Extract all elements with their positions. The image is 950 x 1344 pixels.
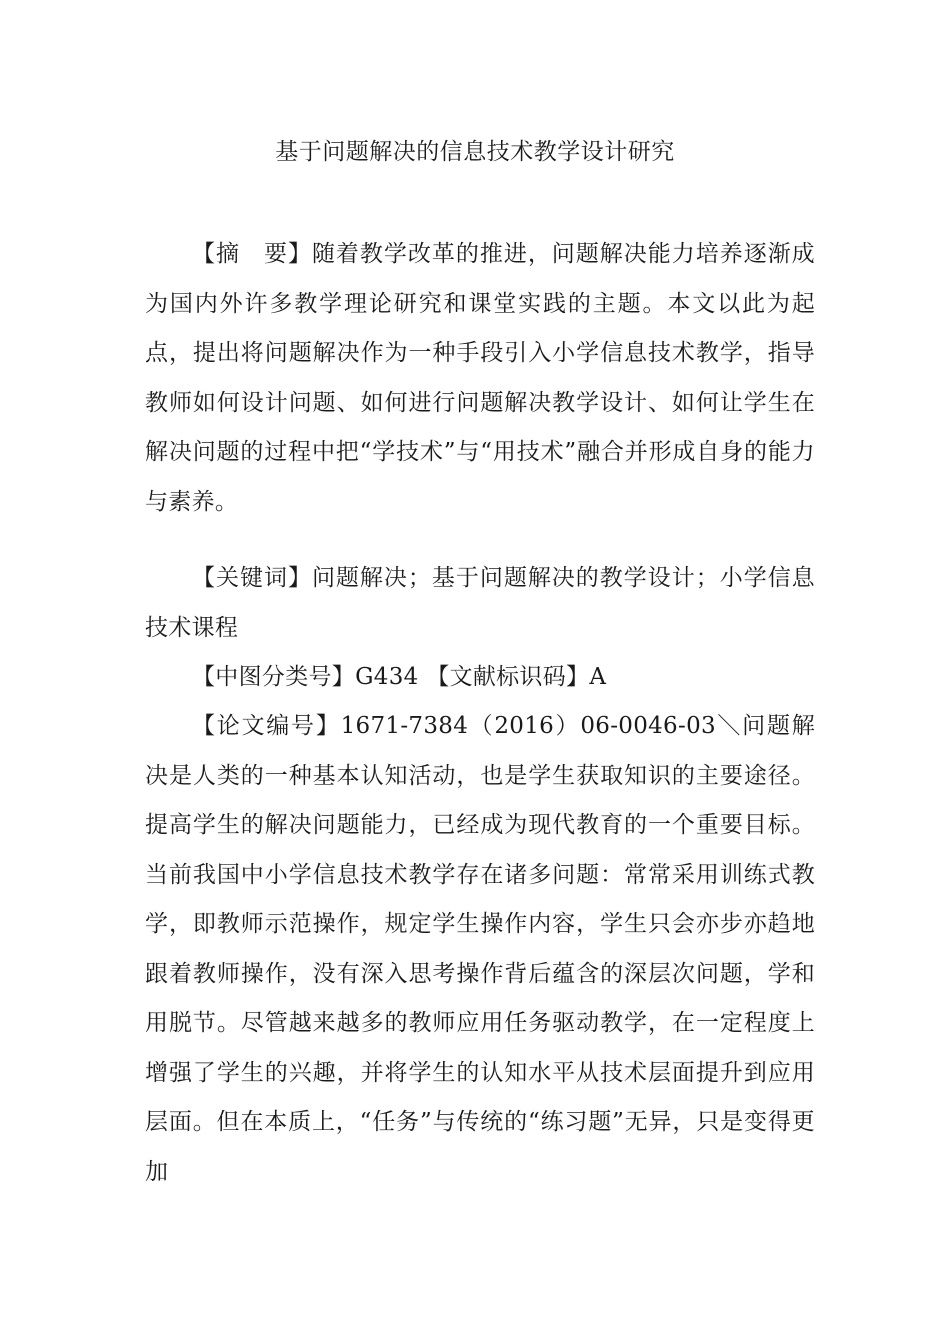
keywords-paragraph: [145, 554, 815, 653]
keywords-section: [145, 554, 815, 653]
abstract-paragraph: [145, 230, 815, 527]
keywords-text: 问题解决；基于问题解决的教学设计；小学信息技术课程: [145, 565, 815, 641]
doc-code-label: 【文献标识码】: [426, 664, 590, 690]
article-number: 1671-7384（2016）06-0046-03＼: [340, 713, 743, 739]
abstract-text: 随着教学改革的推进，问题解决能力培养逐渐成为国内外许多教学理论研究和课堂实践的主题。本文以此为起点，提出将问题解决作为一种手段引入小学信息技术教学，指导教师如何设计问题、如何进行问题解决教学设计、如何让学生在解决问题的过程中把“学技术”与“用技术”融合并形成自身的能力与素养。: [145, 241, 815, 515]
classification-section: [145, 653, 815, 703]
clc-label: 【中图分类号】: [192, 664, 356, 690]
article-number-label: 【论文编号】: [192, 713, 341, 739]
abstract-label: 【摘 要】: [192, 241, 312, 267]
abstract-section: [145, 230, 815, 527]
main-text: 问题解决是人类的一种基本认知活动，也是学生获取知识的主要途径。提高学生的解决问题能力，已经成为现代教育的一个重要目标。当前我国中小学信息技术教学存在诸多问题：常常采用训练式教学，即教师示范操作，规定学生操作内容，学生只会亦步亦趋地跟着教师操作，没有深入思考操作背后蕴含的深层次问题，学和用脱节。尽管越来越多的教师应用任务驱动教学，在一定程度上增强了学生的兴趣，并将学生的认知水平从技术层面提升到应用层面。但在本质上，“任务”与传统的“练习题”无异，只是变得更加: [145, 713, 816, 1185]
keywords-label: 【关键词】: [192, 565, 312, 591]
clc-value: G434: [355, 664, 419, 690]
doc-code-value: A: [589, 664, 607, 690]
document-title: 基于问题解决的信息技术教学设计研究: [275, 139, 675, 165]
classification-paragraph: [145, 653, 815, 703]
main-paragraph: [145, 702, 815, 1197]
main-section: [145, 702, 815, 1197]
